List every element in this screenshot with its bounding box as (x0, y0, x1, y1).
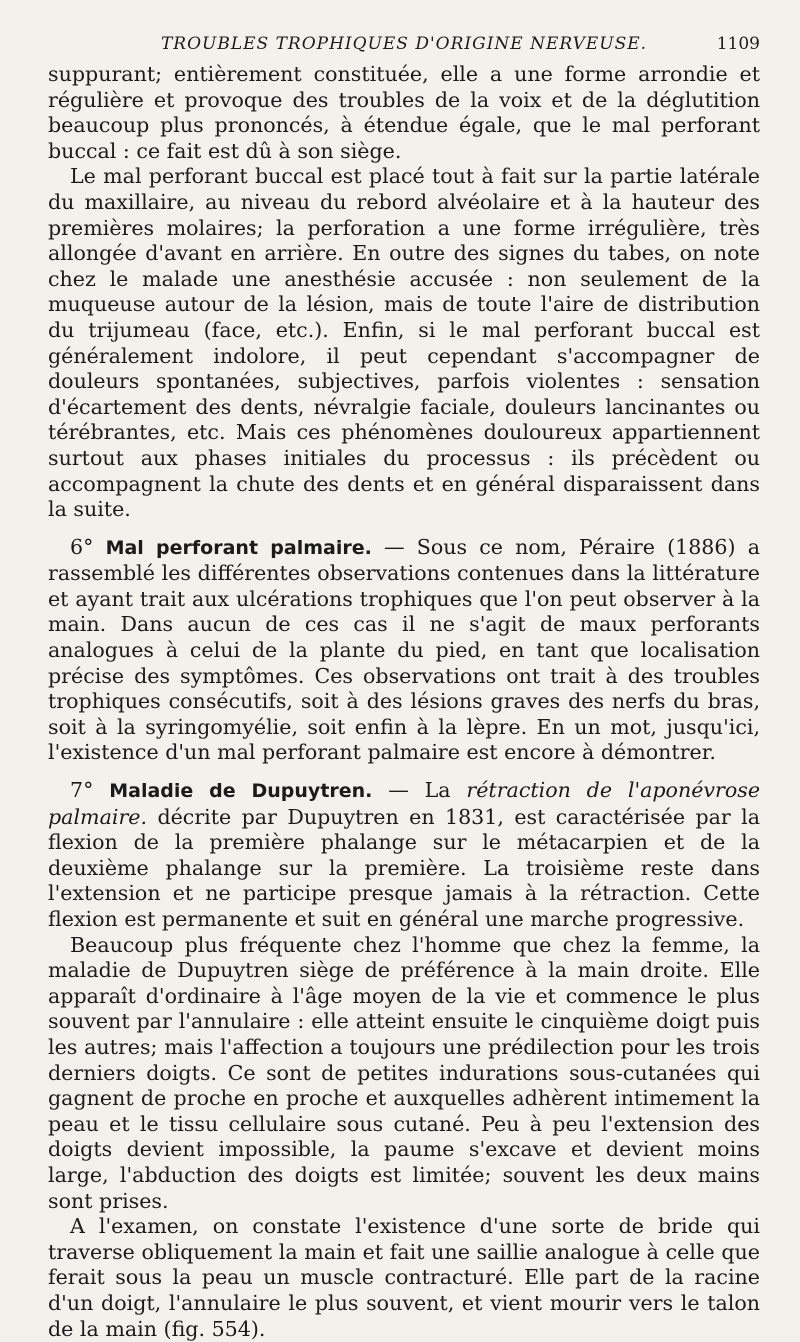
section-6-paragraph (48, 535, 760, 766)
section-7-italic-term: rétraction de l'aponévrose palmaire. (48, 778, 761, 829)
paragraph-continuation: suppurant; entièrement constituée, elle a une forme arrondie et régulière et provoque des troubles de la voix et de la déglutition beaucoup plus prononcés, à étendue égale, que le mal perforant buccal : ce fait est dû à son siège. (48, 62, 760, 163)
section-6-heading: Mal perforant palmaire. (105, 536, 372, 559)
section-6-text: — Sous ce nom, Péraire (1886) a rassemblé les différentes observations contenues dans la littérature et ayant trait aux ulcérations trophiques que l'on peut observer à la main. Dans aucun de ces cas il ne s'agit de maux perforants analogues à celui de la plante du pied, en tant que localisation précise des symptômes. Ces observations ont trait à des troubles trophiques consécutifs, soit à des lésions graves des nerfs du bras, soit à la syringomyélie, soit enfin à la lèpre. En un mot, jusqu'ici, l'existence d'un mal perforant palmaire est encore à démontrer. (48, 534, 760, 765)
section-7-text: décrite par Dupuytren en 1831, est caractérisée par la flexion de la première phalange sur le métacarpien et de la deuxième phalange sur la première. La troisième reste dans l'extension et ne participe presque jamais à la rétraction. Cette flexion est permanente et suit en général une marche progressive. (48, 804, 761, 931)
section-6-number: 6° (70, 534, 94, 559)
section-7-heading: Maladie de Dupuytren. (109, 780, 373, 803)
paragraph-dupuytren-frequency: Beaucoup plus fréquente chez l'homme que chez la femme, la maladie de Dupuytren siège de préférence à la main droite. Elle apparaît d'ordinaire à l'âge moyen de la vie et commence le plus souvent par l'annulaire : elle atteint ensuite le cinquième doigt puis les autres; mais l'affection a toujours une prédilection pour les trois derniers doigts. Ce sont de petites indurations sous-cutanées qui gagnent de proche en proche et auxquelles adhèrent intimement la peau et le tissu cellulaire sous cutané. Peu à peu l'extension des doigts devient impossible, la paume s'excave et devient moins large, l'abduction des doigts est limitée; souvent les deux mains sont prises. (48, 932, 760, 1213)
running-header (48, 28, 760, 62)
section-7-paragraph (48, 778, 760, 933)
paragraph-examination: A l'examen, on constate l'existence d'une sorte de bride qui traverse obliquement la main et fait une saillie analogue à celle que ferait sous la peau un muscle contracturé. Elle part de la racine d'un doigt, l'annulaire le plus souvent, et vient mourir vers le talon de la main (fig. 554). (48, 1214, 760, 1341)
page-number: 1109 (716, 34, 760, 54)
section-7-number: 7° (70, 778, 94, 803)
running-title: TROUBLES TROPHIQUES D'ORIGINE NERVEUSE. (160, 34, 648, 54)
paragraph-mal-perforant-buccal: Le mal perforant buccal est placé tout à fait sur la partie latérale du maxillaire, au niveau du rebord alvéolaire et à la hauteur des premières molaires; la perforation a une forme irrégulière, très allongée d'avant en arrière. En outre des signes du tabes, on note chez le malade une anesthésie accusée : non seulement de la muqueuse autour de la lésion, mais de toute l'aire de distribution du trijumeau (face, etc.). Enfin, si le mal perforant buccal est généralement indolore, il peut cependant s'accompagner de douleurs spontanées, subjectives, parfois violentes : sensation d'écartement des dents, névralgie faciale, douleurs lancinantes ou térébrantes, etc. Mais ces phénomènes douloureux appartiennent surtout aux phases initiales du processus : ils précèdent ou accompagnent la chute des dents et en général disparaissent dans la suite. (48, 164, 760, 522)
section-7-dash: — La (388, 778, 451, 803)
